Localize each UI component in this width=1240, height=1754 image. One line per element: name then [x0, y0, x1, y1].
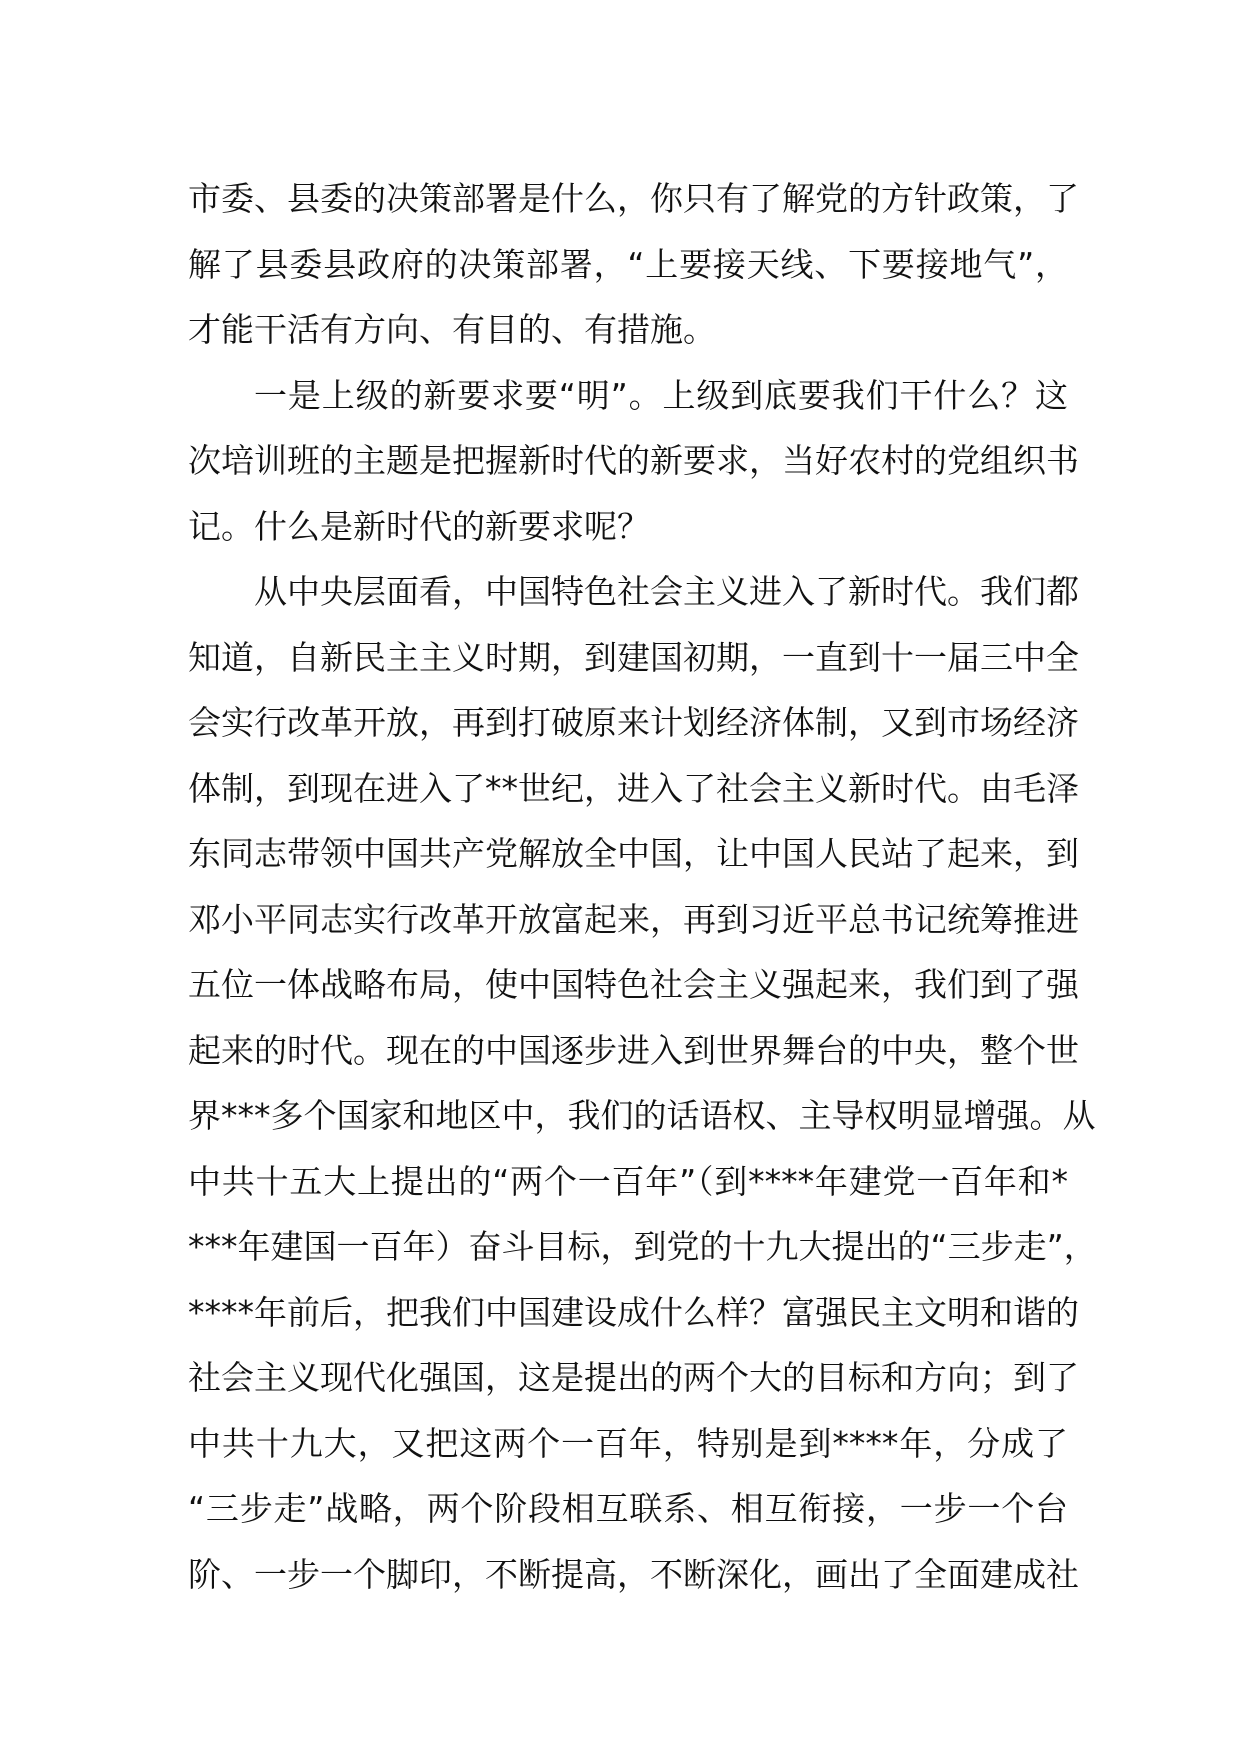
text-line: ***年建国一百年）奋斗目标，到党的十九大提出的“三步走”，	[188, 1227, 1097, 1266]
text-line: 次培训班的主题是把握新时代的新要求，当好农村的党组织书	[188, 441, 1079, 480]
paragraph-first-line: 一是上级的新要求要“明”。上级到底要我们干什么？这	[254, 375, 1068, 415]
text-line: 东同志带领中国共产党解放全中国，让中国人民站了起来，到	[188, 834, 1079, 873]
text-line: 邓小平同志实行改革开放富起来，再到习近平总书记统筹推进	[188, 899, 1079, 939]
text-line: “三步走”战略，两个阶段相互联系、相互衔接，一步一个台	[188, 1489, 1068, 1528]
text-line: 中共十五大上提出的“两个一百年”（到****年建党一百年和*	[188, 1161, 1068, 1201]
text-line: 会实行改革开放，再到打破原来计划经济体制，又到市场经济	[188, 703, 1079, 742]
text-line: 解了县委县政府的决策部署，“上要接天线、下要接地气”，	[188, 244, 1068, 284]
text-line: 起来的时代。现在的中国逐步进入到世界舞台的中央，整个世	[188, 1030, 1079, 1070]
text-line: 社会主义现代化强国，这是提出的两个大的目标和方向；到了	[188, 1358, 1079, 1397]
text-line: 中共十九大，又把这两个一百年，特别是到****年，分成了	[188, 1423, 1068, 1463]
text-line: 界***多个国家和地区中，我们的话语权、主导权明显增强。从	[188, 1096, 1096, 1135]
text-line: 体制，到现在进入了**世纪，进入了社会主义新时代。由毛泽	[188, 768, 1079, 808]
text-line: 知道，自新民主主义时期，到建国初期，一直到十一届三中全	[188, 637, 1079, 677]
text-line: 市委、县委的决策部署是什么，你只有了解党的方针政策，了	[188, 179, 1079, 218]
text-line: 阶、一步一个脚印，不断提高，不断深化，画出了全面建成社	[188, 1554, 1079, 1594]
text-line: 才能干活有方向、有目的、有措施。	[188, 310, 716, 349]
text-line: 记。什么是新时代的新要求呢？	[188, 506, 650, 546]
body-text	[188, 166, 1097, 1607]
text-line: 五位一体战略布局，使中国特色社会主义强起来，我们到了强	[188, 965, 1079, 1004]
text-line: ****年前后，把我们中国建设成什么样？富强民主文明和谐的	[188, 1292, 1079, 1332]
paragraph-first-line: 从中央层面看，中国特色社会主义进入了新时代。我们都	[254, 572, 1079, 611]
